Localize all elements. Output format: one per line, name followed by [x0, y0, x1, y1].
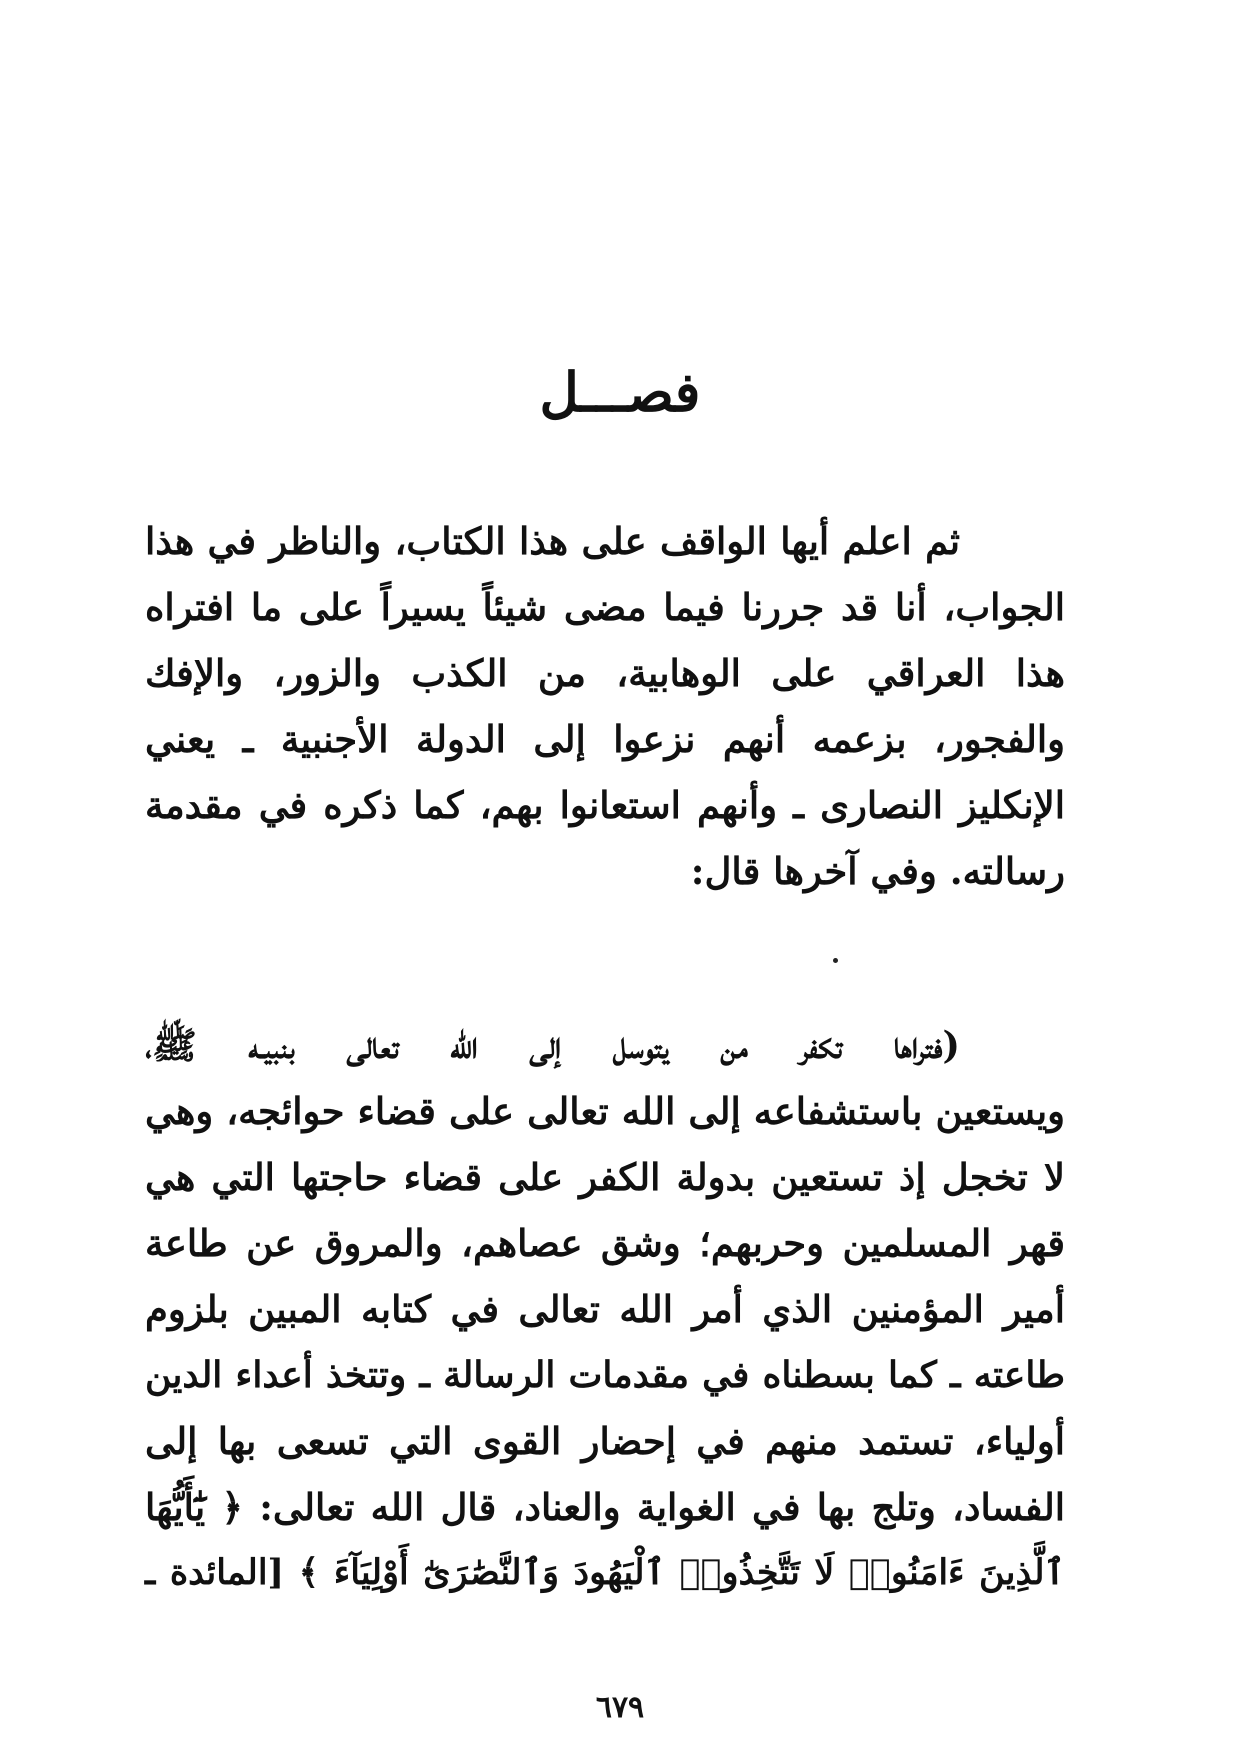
text-line: الإنكليز النصارى ـ وأنهم استعانوا بهم، كما ذكره في مقدمة [145, 783, 1065, 827]
text-line: طاعته ـ كما بسطناه في مقدمات الرسالة ـ وتتخذ أعداء الدين [145, 1354, 1065, 1396]
paragraph-quotation [145, 1012, 1065, 1606]
text-line: الفساد، وتلج بها في الغواية والعناد، قال الله تعالى: ﴿ يَٰٓأَيُّهَا [145, 1485, 1065, 1529]
text-line: ويستعين باستشفاعه إلى الله تعالى على قضاء حوائجه، وهي [145, 1089, 1065, 1133]
text-line: هذا العراقي على الوهابية، من الكذب والزور، والإفك [145, 651, 1065, 695]
section-heading: فصـــل [539, 360, 701, 424]
text-line: ٱلَّذِينَ ءَامَنُوا۟ لَا تَتَّخِذُوا۟ ٱلْيَهُودَ وَٱلنَّصَٰرَىٰٓ أَوْلِيَآءَ ﴾ [المائدة ـ [145, 1552, 1065, 1593]
text-line: أولياء، تستمد منهم في إحضار القوى التي تسعى بها إلى [145, 1419, 1065, 1463]
text-line: (فتراها تكفر من يتوسل إلى الله تعالى بنبيـه ﷺ، [145, 1023, 960, 1067]
text-line: أمير المؤمنين الذي أمر الله تعالى في كتابه المبين بلزوم [145, 1287, 1065, 1331]
text-line: ثم اعلم أيها الواقف على هذا الكتاب، والناظر في هذا [145, 519, 960, 563]
stray-dot [833, 958, 838, 963]
text-line: الجواب، أنا قد جررنا فيما مضى شيئاً يسيراً على ما افتراه [145, 585, 1065, 629]
page-number: ٦٧٩ [595, 1690, 645, 1725]
text-line: لا تخجل إذ تستعين بدولة الكفر على قضاء حاجتها التي هي [145, 1155, 1065, 1199]
text-line: رسالته. وفي آخرها قال: [690, 849, 1065, 893]
paragraph-intro [145, 508, 1065, 904]
text-line: والفجور، بزعمه أنهم نزعوا إلى الدولة الأجنبية ـ يعني [145, 717, 1065, 761]
text-line: قهر المسلمين وحربهم؛ وشق عصاهم، والمروق عن طاعة [145, 1221, 1065, 1265]
